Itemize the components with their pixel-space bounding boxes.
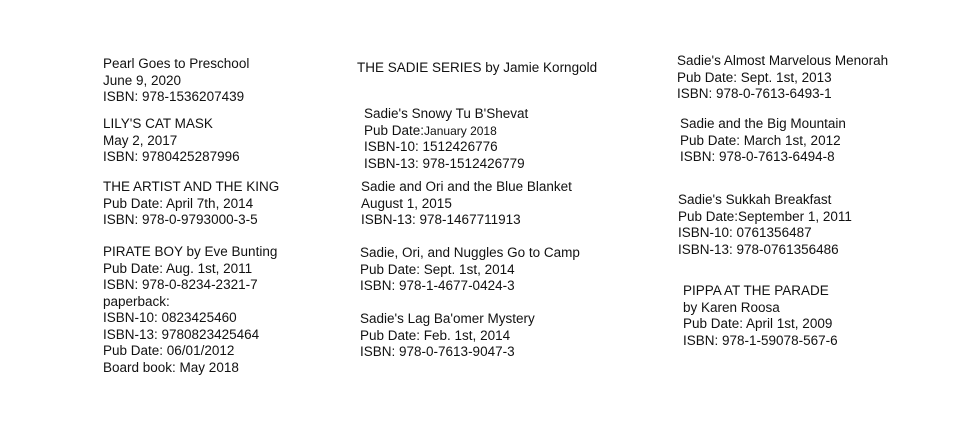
book-date: Pub Date: 06/01/2012 — [103, 343, 235, 358]
book-date — [364, 123, 528, 140]
book-isbn13: ISBN-13: 9780823425464 — [103, 326, 260, 342]
book-date: Pub Date: April 7th, 2014 — [103, 195, 254, 211]
book-isbn: ISBN: 9780425287996 — [103, 149, 240, 164]
book-isbn: ISBN: 978-0-7613-6494-8 — [680, 149, 835, 164]
book-isbn13: ISBN-13: 978-0761356486 — [678, 241, 839, 257]
book-pirate-boy — [103, 244, 277, 376]
book-title: Sadie's Almost Marvelous Menorah — [677, 53, 889, 68]
book-isbn: ISBN: 978-0-7613-6493-1 — [677, 86, 832, 101]
book-title: Sadie's Snowy Tu B'Shevat — [364, 106, 529, 121]
series-heading — [357, 60, 597, 77]
book-isbn: ISBN: 978-0-7613-9047-3 — [360, 344, 515, 359]
book-date: Pub Date: April 1st, 2009 — [683, 316, 833, 331]
book-sadies-sukkah-breakfast — [678, 192, 852, 258]
book-date-value: January 2018 — [424, 123, 497, 138]
book-pippa-at-the-parade — [683, 283, 838, 349]
book-title: THE ARTIST AND THE KING — [103, 179, 280, 194]
book-pearl-goes-to-preschool — [103, 56, 249, 106]
book-title: Sadie and the Big Mountain — [680, 116, 846, 131]
book-isbn: ISBN: 978-1536207439 — [103, 89, 245, 104]
book-date-label: Pub Date: — [364, 122, 425, 138]
book-edition-label: paperback: — [103, 293, 170, 309]
book-date: Pub Date:September 1, 2011 — [678, 208, 852, 224]
book-date: August 1, 2015 — [361, 195, 452, 211]
book-isbn13: ISBN-13: 978-1512426779 — [364, 155, 525, 171]
book-isbn10: ISBN-10: 0761356487 — [678, 225, 812, 240]
series-title: THE SADIE SERIES by Jamie Korngold — [357, 60, 598, 75]
book-date: Pub Date: Sept. 1st, 2013 — [677, 69, 832, 85]
book-title: Sadie's Lag Ba'omer Mystery — [360, 311, 535, 326]
book-isbn: ISBN: 978-1-4677-0424-3 — [360, 278, 515, 293]
book-isbn: ISBN: 978-0-8234-2321-7 — [103, 277, 258, 292]
book-sadies-snowy-tu-bshevat — [364, 106, 528, 172]
book-date: May 2, 2017 — [103, 132, 178, 148]
book-board-book: Board book: May 2018 — [103, 359, 239, 375]
book-lilys-cat-mask — [103, 116, 240, 166]
book-isbn13: ISBN-13: 978-1467711913 — [361, 212, 521, 227]
book-date: Pub Date: Sept. 1st, 2014 — [360, 261, 515, 277]
book-isbn10: ISBN-10: 1512426776 — [364, 139, 498, 154]
book-sadies-almost-marvelous-menorah — [677, 53, 888, 103]
book-isbn10: ISBN-10: 0823425460 — [103, 310, 237, 325]
book-title: PIRATE BOY by Eve Bunting — [103, 244, 278, 259]
book-title: Pearl Goes to Preschool — [103, 56, 250, 71]
book-sadie-and-ori-blue-blanket — [361, 179, 572, 229]
book-sadie-and-the-big-mountain — [680, 116, 846, 166]
book-isbn: ISBN: 978-0-9793000-3-5 — [103, 212, 258, 227]
book-date: Pub Date: March 1st, 2012 — [680, 132, 841, 148]
book-date: June 9, 2020 — [103, 72, 182, 88]
book-author: by Karen Roosa — [683, 299, 780, 315]
book-title: PIPPA AT THE PARADE — [683, 283, 829, 298]
book-date: Pub Date: Feb. 1st, 2014 — [360, 327, 511, 343]
book-title: LILY'S CAT MASK — [103, 116, 213, 131]
book-title: Sadie, Ori, and Nuggles Go to Camp — [360, 245, 580, 260]
book-sadies-lag-baomer-mystery — [360, 311, 535, 361]
book-date: Pub Date: Aug. 1st, 2011 — [103, 260, 253, 276]
book-sadie-ori-nuggles-camp — [360, 245, 580, 295]
book-title: Sadie's Sukkah Breakfast — [678, 192, 832, 207]
book-title: Sadie and Ori and the Blue Blanket — [361, 179, 572, 194]
book-isbn: ISBN: 978-1-59078-567-6 — [683, 332, 838, 348]
book-the-artist-and-the-king — [103, 179, 279, 229]
